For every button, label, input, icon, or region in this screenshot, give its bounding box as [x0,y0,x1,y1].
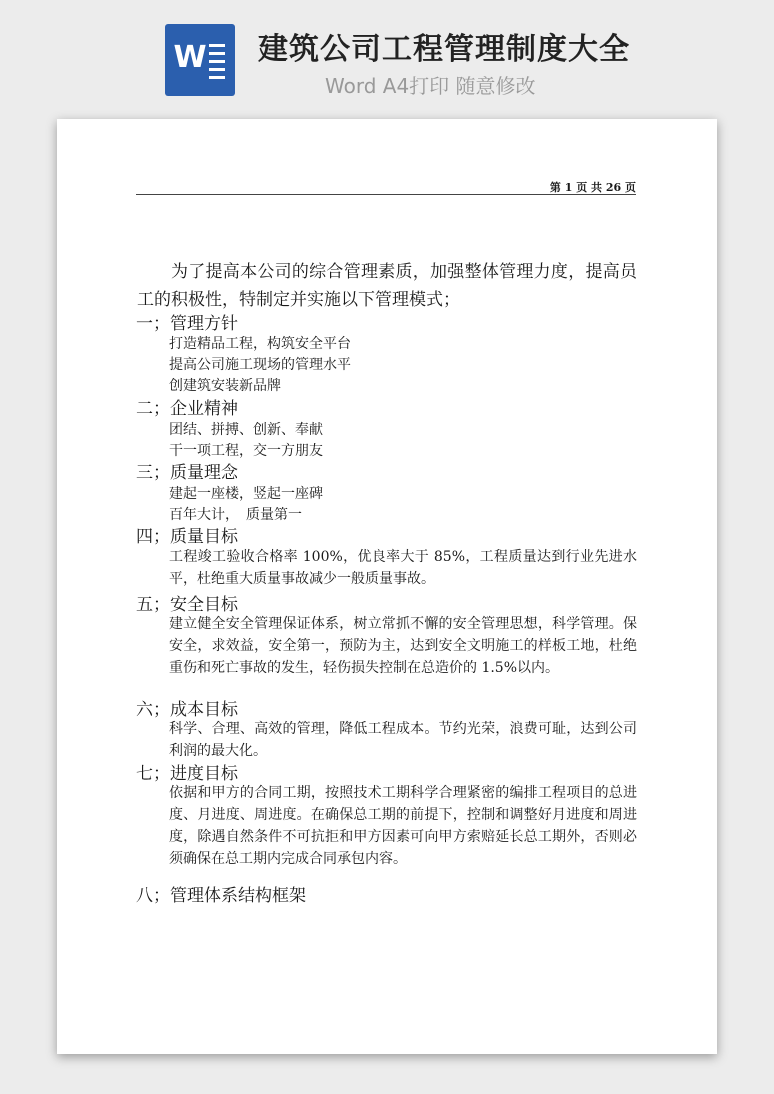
word-document-icon [165,24,235,96]
banner-subtitle: Word A4打印 随意修改 [325,74,536,98]
section-line: 干一项工程，交一方朋友 [169,443,323,459]
icon-line [209,44,225,47]
section-paragraph: 工程竣工验收合格率 100%，优良率大于 85%，工程质量达到行业先进水平，杜绝重大质量事故减少一般质量事故。 [169,549,637,587]
icon-line [209,76,225,79]
page-number: 第 1 页 共 26 页 [549,181,636,194]
section-title: 一；管理方针 [136,314,238,334]
section-paragraph: 建立健全安全管理保证体系，树立常抓不懈的安全管理思想，科学管理。保安全，求效益，安全第一，预防为主，达到安全文明施工的样板工地，杜绝重伤和死亡事故的发生，轻伤损失控制在总造价的 1.5%以内。 [169,616,637,676]
header-divider [136,194,636,195]
icon-line [209,52,225,55]
intro-text: 为了提高本公司的综合管理素质，加强整体管理力度，提高员工的积极性，特制定并实施以下管理模式； [137,262,637,310]
watermark [474,858,558,936]
section-paragraph: 依据和甲方的合同工期，按照技术工期科学合理紧密的编排工程项目的总进度、月进度、周进度。在确保总工期的前提下，控制和调整好月进度和周进度，除遇自然条件不可抗拒和甲方因素可向甲方索赔延长总工期外，否则必须确保在总工期内完成合同承包内容。 [169,785,637,867]
word-icon-letter: W [173,40,207,75]
section-title: 五；安全目标 [136,595,238,615]
section-line: 打造精品工程，构筑安全平台 [169,336,351,352]
section-title: 八；管理体系结构框架 [136,886,306,906]
section-title: 六；成本目标 [136,700,238,720]
banner [0,0,774,110]
section-line: 创建筑安装新品牌 [169,378,281,394]
section-title: 三；质量理念 [136,463,238,483]
document-page [57,119,717,1054]
section-line: 建起一座楼，竖起一座碑 [169,486,323,502]
intro-paragraph [137,258,637,314]
banner-title: 建筑公司工程管理制度大全 [258,32,630,67]
section-paragraph: 科学、合理、高效的管理，降低工程成本。节约光荣，浪费可耻，达到公司利润的最大化。 [169,721,637,759]
section-line: 百年大计， 质量第一 [169,507,302,523]
icon-line [209,60,225,63]
section-line: 提高公司施工现场的管理水平 [169,357,351,373]
section-line: 团结、拼搏、创新、奉献 [169,422,323,438]
section-title: 四；质量目标 [136,527,238,547]
section-title: 二；企业精神 [136,399,238,419]
icon-line [209,68,225,71]
watermark [554,428,638,506]
section-title: 七；进度目标 [136,764,238,784]
